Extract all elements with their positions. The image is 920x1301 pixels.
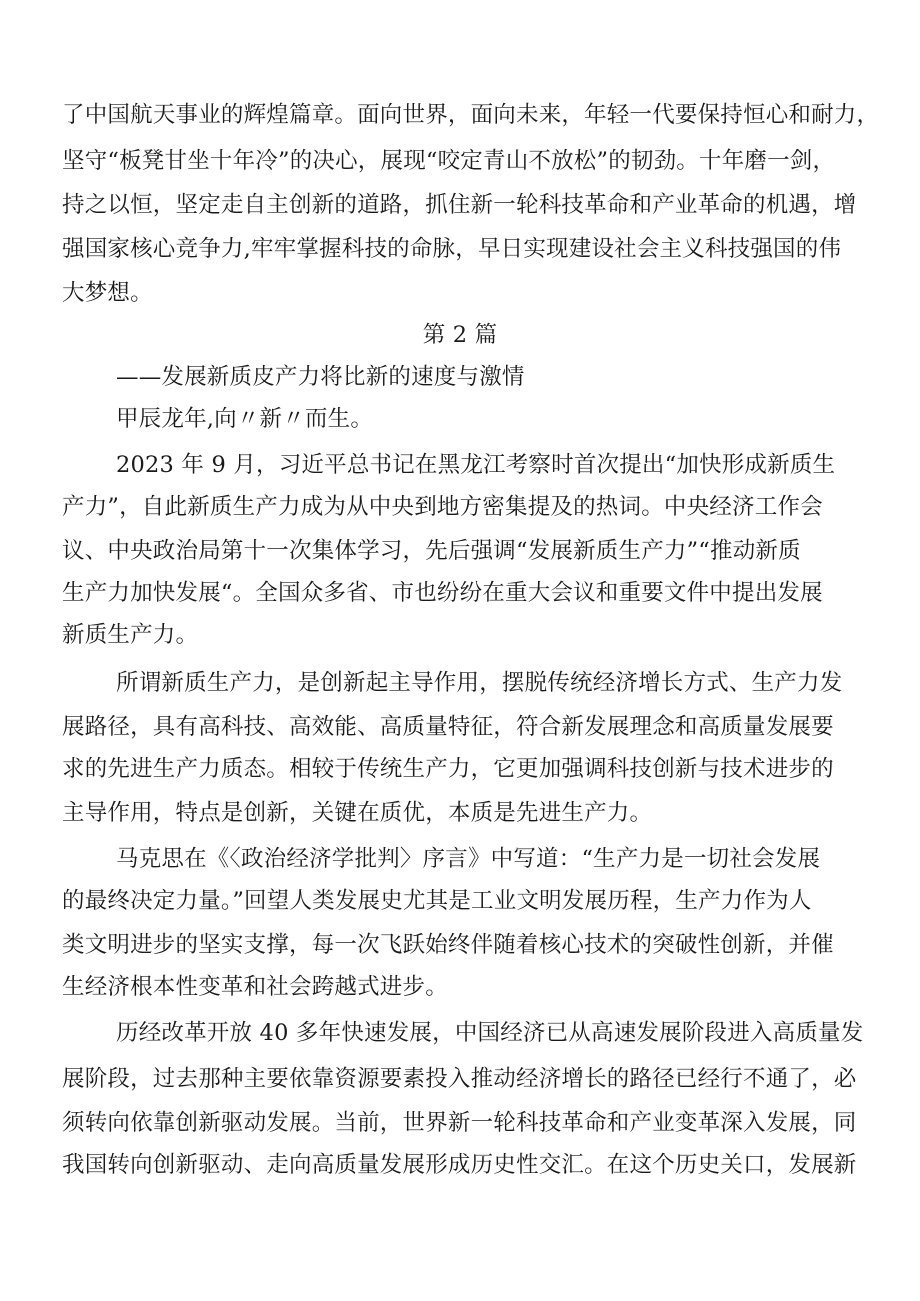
section-title: 第 2 篇 [422, 322, 498, 348]
text-line: 展路径，具有高科技、高效能、高质量特征，符合新发展理念和高质量发展要 [62, 714, 834, 740]
subtitle: ——发展新质皮产力将比新的速度与激情 [116, 364, 525, 390]
intro-line: 甲辰龙年,向〃新〃而生。 [116, 406, 374, 432]
text-line: 大梦想。 [62, 280, 153, 306]
text-line: 历经改革开放 40 多年快速发展，中国经济已从高速发展阶段进入高质量发 [116, 1020, 864, 1046]
text-line: 生产力加快发展“。全国众多省、市也纷纷在重大会议和重要文件中提出发展 [62, 580, 823, 606]
text-line: 类文明进步的坚实支撑，每一次飞跃始终伴随着核心技术的突破性创新，并催 [62, 932, 834, 958]
text-line: 持之以恒，坚定走自主创新的道路，抓住新一轮科技革命和产业革命的机遇，增 [62, 192, 857, 218]
text-line: 生经济根本性变革和社会跨越式进步。 [62, 974, 448, 1000]
text-line: 新质生产力。 [62, 622, 199, 648]
text-line: 主导作用，特点是创新，关键在质优，本质是先进生产力。 [62, 800, 653, 826]
text-line: 须转向依靠创新驱动发展。当前，世界新一轮科技革命和产业变革深入发展，同 [62, 1110, 857, 1136]
text-line: 求的先进生产力质态。相较于传统生产力，它更加强调科技创新与技术进步的 [62, 756, 834, 782]
text-line: 坚守“板凳甘坐十年冷”的决心，展现“咬定青山不放松”的韧劲。十年磨一剑， [62, 148, 836, 174]
text-line: 议、中央政治局第十一次集体学习，先后强调“发展新质生产力”“推动新质 [62, 538, 801, 564]
text-line: 了中国航天事业的辉煌篇章。面向世界，面向未来，年轻一代要保持恒心和耐力， [62, 102, 880, 128]
text-line: 的最终决定力量。”回望人类发展史尤其是工业文明发展历程，生产力作为人 [62, 888, 812, 914]
text-line: 产力”，自此新质生产力成为从中央到地方密集提及的热词。中央经济工作会 [62, 494, 823, 520]
text-line: 强国家核心竞争力,牢牢掌握科技的命脉，早日实现建设社会主义科技强国的伟 [62, 236, 842, 262]
text-line: 2023 年 9 月，习近平总书记在黑龙江考察时首次提出“加快形成新质生 [116, 452, 836, 478]
text-line: 我国转向创新驱动、走向高质量发展形成历史性交汇。在这个历史关口，发展新 [62, 1152, 857, 1178]
text-line: 所谓新质生产力，是创新起主导作用，摆脱传统经济增长方式、生产力发 [116, 670, 843, 696]
text-line: 马克思在《〈政治经济学批判〉序言》中写道：“生产力是一切社会发展 [116, 846, 821, 872]
text-line: 展阶段，过去那种主要依靠资源要素投入推动经济增长的路径已经行不通了，必 [62, 1066, 857, 1092]
